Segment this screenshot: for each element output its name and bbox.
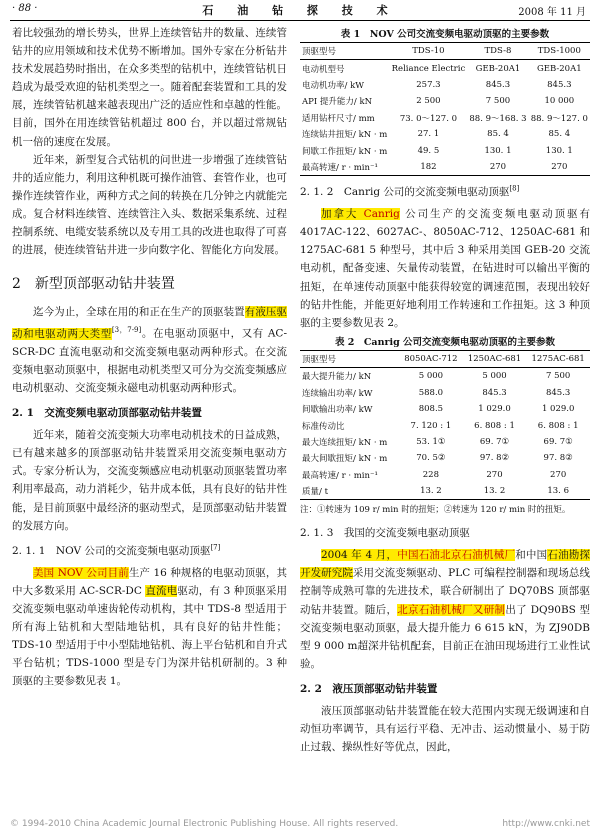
table-cell: 88. 9～168. 3 [469,113,527,124]
highlight: 加拿大 [321,208,364,221]
table-cell: 270 [550,469,567,480]
highlight: 中国石油北京石油机械厂 [397,549,516,562]
table-header-row [300,350,590,367]
page-number: · 88 · [12,3,38,14]
table-row [300,142,590,158]
table-cell: 130. 1 [484,145,512,156]
table-cell: 连续钻井扭矩/ kN · m [302,130,388,141]
table-cell: 182 [390,159,468,176]
paragraph: 近年来，新型复合式钻机的问世进一步增强了连续管钻井的适应能力，利用这种机既可操作油管、套管作业，也可操作连续管作业，两种方式之间的转换在几分钟之内就能完成。复合材料连续管、连续管注入头、数据采集系统、过程控制系统、电缆安装系统以及专用工具的改进也取得了可喜的进展，使连续管钻井进一步向数字化、智能化方向发展。 [12,153,287,257]
highlight: 石油勘探开发研究院 [300,549,591,580]
table-cell: 7 500 [485,96,511,107]
subsubsection-heading: 2. 1. 1 NOV 公司的交流变频电驱动顶驱[7] [12,543,221,557]
table-cell: 845.3 [547,79,572,90]
table-cell: 最大间歇扭矩/ kN · m [302,454,388,465]
citation: [8] [509,184,520,193]
table-cell: 最大连续扭矩/ kN · m [302,437,388,448]
table-cell: API 提升能力/ kN [302,97,373,108]
table-row [300,450,590,466]
table-cell: 228 [422,469,439,480]
journal-title: 石 油 钻 探 技 术 [202,4,398,17]
table-cell: 13. 6 [526,483,590,500]
table-header-cell: 1275AC-681 [526,350,590,367]
table-cell: 73. 0～127. 0 [399,113,458,124]
table-header-cell: 1250AC-681 [463,350,527,367]
table-row [300,159,590,176]
subsection-heading: 2. 1 交流变频电驱动顶部驱动钻井装置 [12,407,202,420]
table-header-cell: TDS-8 [467,43,528,60]
table-cell: 845.3 [545,387,571,398]
table-row [300,110,590,126]
table-note: 注：①转速为 109 r/ min 时的扭矩；②转速为 120 r/ min 时的扭矩。 [300,505,571,516]
table-header-cell: 8050AC-712 [399,350,463,367]
table-cell: 电动机型号 [302,64,345,75]
paragraph: 迄今为止，全球在用的和正在生产的顶驱装置有液压驱动和电驱动两大类型[3，7-9]。在电驱动顶驱中，又有 AC-SCR-DC 直流电驱动和交流变频电驱动两种形式。在交流变频电驱动顶驱中，根据电动机类型又可分为交流变频感应电动机驱动、交流变频永磁电动机驱动两种形式。 [12,306,288,395]
table-row [300,126,590,142]
table-cell: 7. 120 : 1 [410,420,452,431]
table-cell: 53. 1① [416,436,446,447]
table-row [300,483,590,500]
table-header-cell: 顶驱型号 [300,43,390,60]
table-header-row [300,43,590,60]
table-header-cell: TDS-10 [390,43,468,60]
paragraph: 近年来，随着交流变频大功率电动机技术的日益成熟，已有越来越多的顶部驱动钻井装置采用交流变频电驱动方式。专家分析认为，交流变频感应电动机驱动顶驱装置功率利用率最高，动力消耗少，钻井成本低，具有良好的钻井性能，是目前顶驱中最经济的驱动型式，是顶部驱动钻井装置的发展方向。 [12,429,287,532]
highlight: 北京石油机械厂又研制 [397,603,506,616]
table-cell: 最高转速/ r · min⁻¹ [300,159,390,176]
table-cell: 1 029.0 [478,404,511,415]
table-cell: 间歇工作扭矩/ kN · m [302,146,388,157]
table-cell: 257.3 [416,79,441,90]
paragraph: 液压顶部驱动钻井装置能在较大范围内实现无级调速和自动恒功率调节，具有运行平稳、无冲击、运动惯量小、易于防止过载、操纵性好等优点，因此， [300,704,590,754]
table-cell: 85. 4 [487,129,509,140]
table-cell: 5 000 [482,371,507,382]
table-cell: 845.3 [485,79,511,90]
table-row [300,368,590,385]
table-cell: 适用钻杆尺寸/ mm [302,113,375,124]
table-cell: GEB-20A1 [475,63,521,74]
paragraph: 2004 年 4 月，中国石油北京石油机械厂和中国石油勘探开发研究院采用交流变频驱动、PLC 可编程控制器和现场总线控制等成熟可靠的先进技术，联合研制出了 DQ70BS 顶部驱动钻井装置。随后，北京石油机械厂又研制出了 DQ90BS 型交流变频电驱动顶驱，最大提升能力 6 615 kN，为 ZJ90DB 型 9 000 m超深井钻机配套，目前正在油田现场进行工业性试验。 [300,549,591,670]
left-column [12,24,287,690]
table-row [300,401,590,417]
table-cell: 13. 2 [399,483,463,500]
table-cell: 270 [467,159,528,176]
table-1 [300,42,590,176]
highlight: 有液压驱动和电驱动两大类型 [12,306,288,340]
paragraph: 着比较强劲的增长势头，世界上连续管钻井的数量、连续管钻井的应用领域和技术优势不断增加。国外专家在分析钻井技术发展趋势时指出，在众多类型的钻机中，连续管钻机日趋成为最受欢迎的钻机类型之一。随着配套装置和工具的发展，连续管钻机越来越表现出广泛的适应性和卓越的性能。目前，国外在用连续管钻机超过 800 台，并以超过常规钻机一倍的速度在发展。 [12,27,287,148]
table-cell: 88. 9～127. 0 [530,113,588,124]
subsubsection-heading: 2. 1. 3 我国的交流变频电驱动顶驱 [300,527,470,540]
table-cell: Reliance Electric [391,63,466,74]
table-cell: 70. 5② [416,453,446,464]
highlight: 直流电 [145,584,178,597]
table-row [300,385,590,401]
table-2 [300,350,590,501]
paragraph: 加拿大 Canrig 公司生产的交流变频电驱动顶驱有 4017AC-122、6027AC-、8050AC-712、1250AC-681 和 1275AC-681 5 种型号，其中后 3 种采用美国 GEB-20 交流电动机，配备变速、矢量传动装置，在钻进时可以输出平衡的扭矩，在单速传动顶驱中能获得较宽的调速范围，表现出较好的钻井性能，并能更好地利用工作转速和工作扭矩。这 3 种顶驱的主要参数见表 2。 [300,208,590,329]
page-header [10,0,590,21]
table-caption: 表 1 NOV 公司交流变频电驱动顶驱的主要参数 [340,29,550,40]
table-header-cell: TDS-1000 [529,43,590,60]
highlight: 2004 年 4 月， [321,549,398,562]
subsection-heading: 2. 2 液压顶部驱动钻井装置 [300,682,438,695]
page-footer [10,819,590,829]
subsubsection-heading: 2. 1. 2 Canrig 公司的交流变频电驱动顶驱[8] [300,184,520,199]
table-cell: 13. 2 [463,483,527,500]
highlight: 美国 NOV 公司目前 [33,566,129,579]
table-row [300,434,590,450]
table-cell: 85. 4 [548,129,571,140]
table-cell: 连续输出功率/ kW [302,388,373,399]
footer-url: http://www.cnki.net [502,819,590,829]
citation: [3，7-9] [111,326,142,335]
table-cell: 5 000 [418,371,444,382]
table-cell: 808.5 [418,404,444,415]
table-cell: 130. 1 [545,145,573,156]
table-cell: 7 500 [545,371,571,382]
table-cell: 质量/ t [300,483,399,500]
table-cell: 最大提升能力/ kN [302,372,372,383]
table-cell: 间歇输出功率/ kW [302,405,373,416]
table-cell: GEB-20A1 [537,63,582,74]
copyright-text: © 1994-2010 China Academic Journal Electronic Publishing House. All rights reserved. [10,819,399,829]
table-cell: 270 [486,469,503,480]
table-cell: 6. 808 : 1 [474,420,515,431]
table-cell: 845.3 [482,387,507,398]
table-header-cell: 顶驱型号 [300,350,399,367]
table-cell: 6. 808 : 1 [537,420,579,431]
table-cell: 69. 7① [543,436,573,447]
table-row [300,417,590,433]
table-row [300,60,590,77]
table-cell: 69. 7① [479,436,510,447]
table-cell: 1 029.0 [541,404,575,415]
table-cell: 270 [529,159,590,176]
table-row [300,77,590,93]
table-row [300,93,590,109]
table-cell: 27. 1 [417,129,440,140]
issue-date: 2008 年 11 月 [518,7,586,18]
section-heading: 2 新型顶部驱动钻井装置 [12,276,175,293]
table-cell: 49. 5 [417,145,440,156]
table-cell: 588.0 [418,387,444,398]
table-row [300,467,590,483]
table-cell: 97. 8② [543,453,573,464]
table-cell: 最高转速/ r · min⁻¹ [302,470,378,481]
table-cell: 10 000 [544,96,575,107]
table-cell: 标准传动比 [302,421,345,432]
right-column [300,24,590,756]
table-caption: 表 2 Canrig 公司交流变频电驱动顶驱的主要参数 [334,336,556,348]
highlight: Canrig [363,208,400,221]
table-cell: 电动机功率/ kW [302,80,364,91]
table-cell: 2 500 [416,96,441,107]
paragraph: 美国 NOV 公司目前生产 16 种规格的电驱动顶驱，其中大多数采用 AC-SCR-DC 直流电驱动，有 3 种顶驱采用交流变频电驱动单速齿轮传动机构，其中 TDS-8 型适用于所有海上钻机和大型陆地钻机，具有良好的钻井性能；TDS-10 型适用于中小型陆地钻机、海上平台钻机和自升式平台钻机；TDS-1000 型是专门为深井钻机研制的。3 种顶驱的主要参数见表 1。 [12,566,288,688]
citation: [7] [210,543,221,552]
table-cell: 97. 8② [479,453,510,464]
